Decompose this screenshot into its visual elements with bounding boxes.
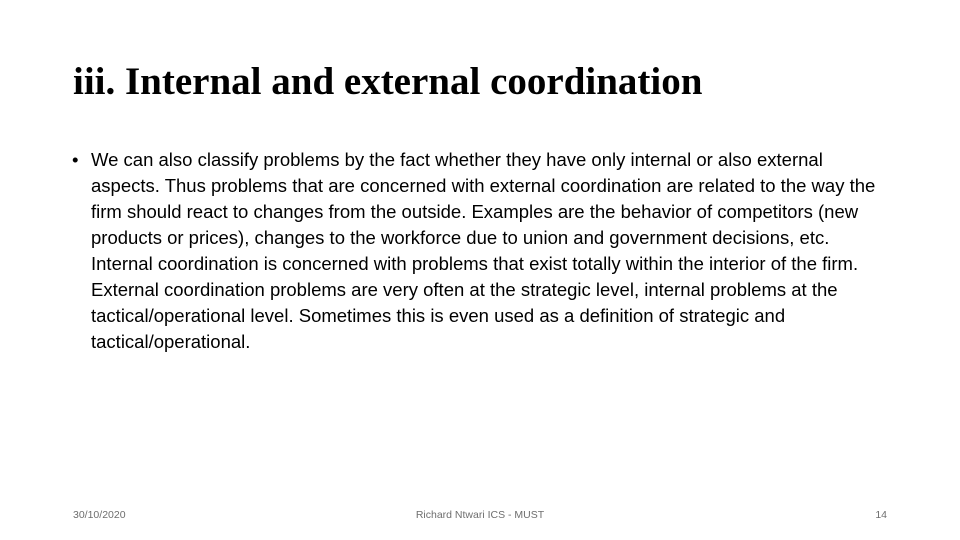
footer-date: 30/10/2020 [73, 509, 126, 521]
slide-title: iii. Internal and external coordination [73, 60, 703, 103]
bullet-marker: • [72, 149, 79, 170]
bullet-text: We can also classify problems by the fact whether they have only internal or also external aspects. Thus problems that are concerned with external coordination are related to the way the firm should react to changes from the outside. Examples are the behavior of competitors (new products or prices), changes to the workforce due to union and government decisions, etc. Internal coordination is concerned with problems that exist totally within the interior of the firm. External coordination problems are very often at the strategic level, internal problems at the tactical/operational level. Sometimes this is even used as a definition of strategic and tactical/operational. [91, 149, 876, 352]
footer-author: Richard Ntwari ICS - MUST [415, 509, 545, 521]
bullet-item [72, 147, 892, 355]
slide-body [72, 147, 892, 355]
slide-number: 14 [875, 509, 887, 521]
